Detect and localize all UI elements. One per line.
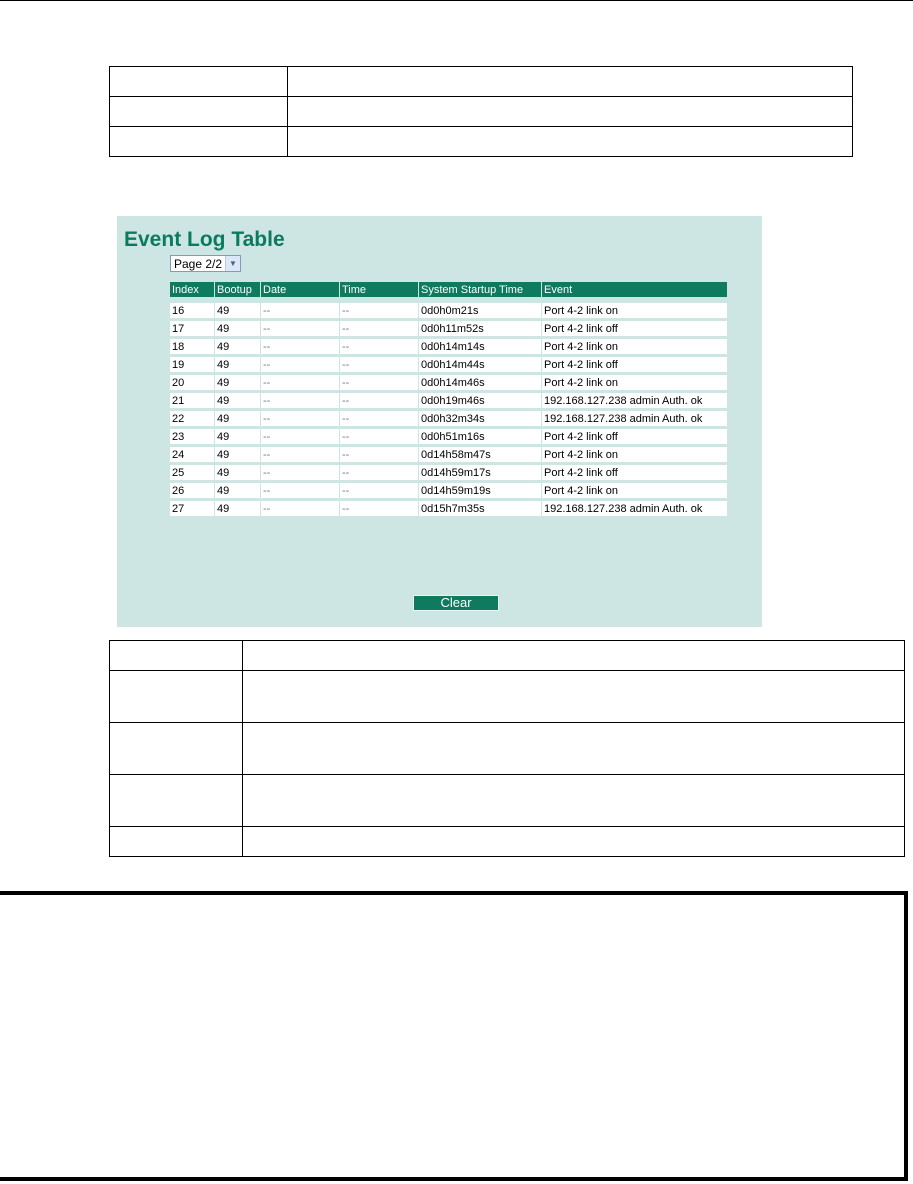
cell-time: --	[340, 411, 419, 426]
cell-time: --	[340, 321, 419, 336]
cell-index: 20	[170, 375, 215, 390]
cell-startup-time: 0d0h11m52s	[419, 321, 542, 336]
cell-event: 192.168.127.238 admin Auth. ok	[542, 411, 728, 426]
doc-table-row	[110, 671, 905, 723]
table-row	[170, 483, 728, 498]
note-box	[0, 891, 908, 1181]
table-row	[170, 321, 728, 336]
table-row	[170, 501, 728, 516]
cell-event: Port 4-2 link on	[542, 483, 728, 498]
doc-table-bottom	[109, 640, 905, 857]
doc-table-row	[110, 127, 853, 157]
cell-time: --	[340, 447, 419, 462]
cell-startup-time: 0d15h7m35s	[419, 501, 542, 516]
doc-table-row	[110, 827, 905, 857]
cell-index: 19	[170, 357, 215, 372]
cell-date: --	[261, 501, 340, 516]
cell-date: --	[261, 321, 340, 336]
cell-event: Port 4-2 link off	[542, 321, 728, 336]
cell-event: Port 4-2 link off	[542, 429, 728, 444]
cell-date: --	[261, 303, 340, 318]
column-header-time: Time	[340, 282, 419, 297]
cell-event: Port 4-2 link on	[542, 339, 728, 354]
cell-index: 21	[170, 393, 215, 408]
cell-date: --	[261, 465, 340, 480]
cell-index: 26	[170, 483, 215, 498]
doc-table-row	[110, 775, 905, 827]
cell-startup-time: 0d0h14m14s	[419, 339, 542, 354]
table-row	[170, 465, 728, 480]
column-header-event: Event	[542, 282, 728, 297]
cell-date: --	[261, 375, 340, 390]
doc-table-row	[110, 97, 853, 127]
cell-event: Port 4-2 link on	[542, 447, 728, 462]
doc-table-row	[110, 723, 905, 775]
cell-startup-time: 0d0h19m46s	[419, 393, 542, 408]
event-log-body	[170, 303, 728, 516]
cell-index: 27	[170, 501, 215, 516]
cell-time: --	[340, 375, 419, 390]
event-log-table	[170, 279, 728, 519]
cell-index: 22	[170, 411, 215, 426]
cell-time: --	[340, 465, 419, 480]
cell-bootup: 49	[215, 429, 261, 444]
cell-startup-time: 0d0h32m34s	[419, 411, 542, 426]
top-rule	[0, 0, 913, 1]
cell-bootup: 49	[215, 321, 261, 336]
cell-event: Port 4-2 link on	[542, 375, 728, 390]
doc-table-top	[109, 66, 853, 157]
cell-bootup: 49	[215, 483, 261, 498]
cell-bootup: 49	[215, 447, 261, 462]
cell-startup-time: 0d0h51m16s	[419, 429, 542, 444]
clear-button[interactable]: Clear	[413, 595, 499, 611]
cell-time: --	[340, 339, 419, 354]
cell-startup-time: 0d0h14m44s	[419, 357, 542, 372]
cell-date: --	[261, 339, 340, 354]
cell-index: 17	[170, 321, 215, 336]
cell-startup-time: 0d0h14m46s	[419, 375, 542, 390]
cell-index: 25	[170, 465, 215, 480]
cell-index: 16	[170, 303, 215, 318]
cell-date: --	[261, 411, 340, 426]
table-row	[170, 429, 728, 444]
cell-startup-time: 0d14h59m17s	[419, 465, 542, 480]
cell-bootup: 49	[215, 357, 261, 372]
table-row	[170, 339, 728, 354]
table-row	[170, 303, 728, 318]
table-row	[170, 357, 728, 372]
table-row	[170, 393, 728, 408]
chevron-down-icon[interactable]: ▼	[225, 256, 240, 271]
cell-date: --	[261, 447, 340, 462]
cell-bootup: 49	[215, 339, 261, 354]
column-header-bootup: Bootup	[215, 282, 261, 297]
cell-date: --	[261, 483, 340, 498]
column-header-index: Index	[170, 282, 215, 297]
column-header-date: Date	[261, 282, 340, 297]
cell-event: 192.168.127.238 admin Auth. ok	[542, 501, 728, 516]
table-row	[170, 375, 728, 390]
cell-event: Port 4-2 link on	[542, 303, 728, 318]
cell-date: --	[261, 357, 340, 372]
table-row	[170, 411, 728, 426]
cell-bootup: 49	[215, 375, 261, 390]
cell-startup-time: 0d14h59m19s	[419, 483, 542, 498]
page-select-value: Page 2/2	[174, 256, 223, 271]
cell-index: 24	[170, 447, 215, 462]
cell-date: --	[261, 393, 340, 408]
cell-bootup: 49	[215, 303, 261, 318]
cell-time: --	[340, 429, 419, 444]
doc-table-row	[110, 641, 905, 671]
cell-index: 18	[170, 339, 215, 354]
cell-bootup: 49	[215, 465, 261, 480]
event-log-panel	[117, 216, 762, 627]
cell-time: --	[340, 501, 419, 516]
doc-table-row	[110, 67, 853, 97]
cell-startup-time: 0d14h58m47s	[419, 447, 542, 462]
page-select[interactable]	[170, 255, 241, 272]
cell-time: --	[340, 357, 419, 372]
table-row	[170, 447, 728, 462]
cell-bootup: 49	[215, 411, 261, 426]
cell-event: 192.168.127.238 admin Auth. ok	[542, 393, 728, 408]
cell-startup-time: 0d0h0m21s	[419, 303, 542, 318]
cell-bootup: 49	[215, 393, 261, 408]
page-title: Event Log Table	[124, 228, 285, 251]
cell-event: Port 4-2 link off	[542, 357, 728, 372]
table-header-row	[170, 282, 728, 297]
cell-time: --	[340, 393, 419, 408]
cell-time: --	[340, 483, 419, 498]
cell-event: Port 4-2 link off	[542, 465, 728, 480]
cell-index: 23	[170, 429, 215, 444]
cell-date: --	[261, 429, 340, 444]
cell-time: --	[340, 303, 419, 318]
column-header-startup-time: System Startup Time	[419, 282, 542, 297]
cell-bootup: 49	[215, 501, 261, 516]
